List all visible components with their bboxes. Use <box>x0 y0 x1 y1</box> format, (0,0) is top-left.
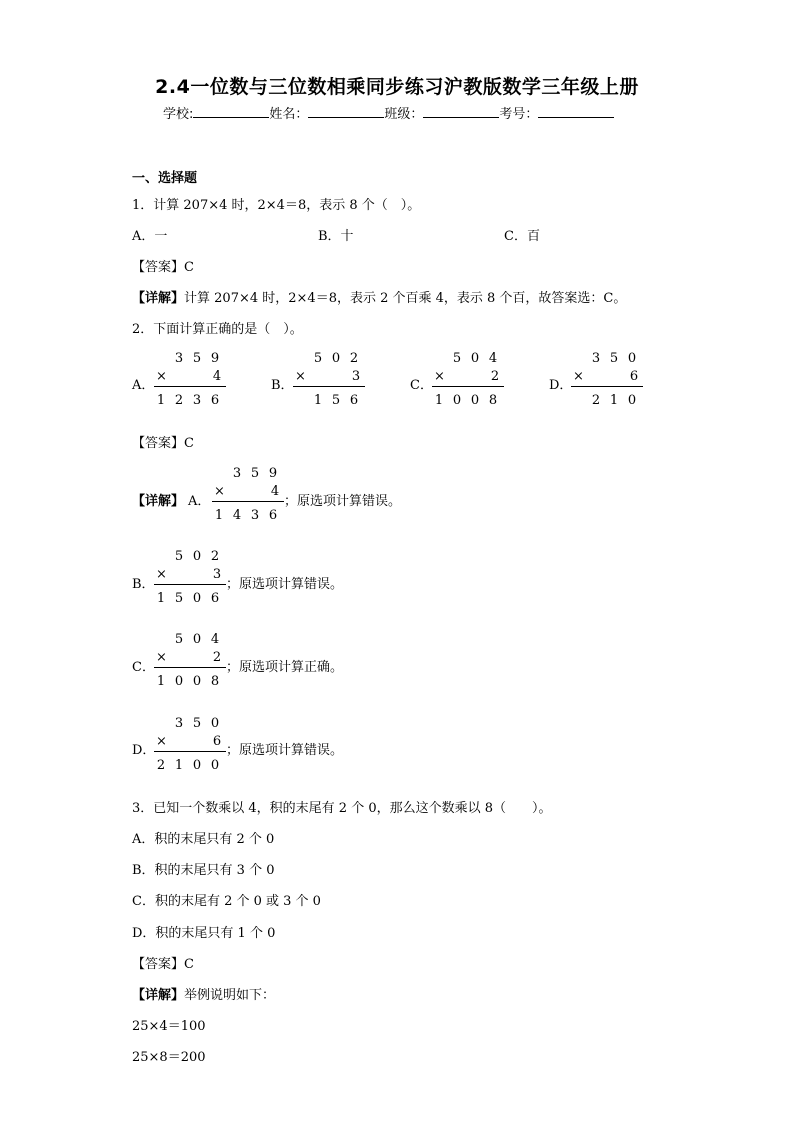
digit: 0 <box>470 351 480 366</box>
detail-a-comment: ；原选项计算错误。 <box>284 494 402 509</box>
digit: 3 <box>192 393 202 408</box>
question-1-option-a: A．一 <box>132 229 168 244</box>
question-3-detail <box>132 984 275 1003</box>
question-2-option-a-label: A． <box>132 378 155 393</box>
exam-number-label: 考号： <box>499 107 539 122</box>
digit: 0 <box>210 716 220 731</box>
digit: 2 <box>490 369 500 384</box>
times-sign: × <box>573 369 584 384</box>
multiplication-line <box>154 667 226 668</box>
detail-d-label: D． <box>132 743 156 758</box>
detail-b-multiplication <box>154 549 226 609</box>
digit: 3 <box>232 466 242 481</box>
question-2-option-d-label: D． <box>549 378 573 393</box>
question-3-option-d: D．积的末尾只有 1 个 0 <box>132 926 276 941</box>
digit: 1 <box>313 393 323 408</box>
digit: 1 <box>609 393 619 408</box>
multiplication-line <box>154 751 226 752</box>
digit: 9 <box>210 351 220 366</box>
digit: 6 <box>268 508 278 523</box>
digit: 2 <box>212 650 222 665</box>
times-sign: × <box>295 369 306 384</box>
question-1-option-b: B．十 <box>318 229 354 244</box>
digit: 1 <box>174 758 184 773</box>
detail-text: 举例说明如下： <box>184 988 276 1003</box>
digit: 5 <box>609 351 619 366</box>
digit: 2 <box>156 758 166 773</box>
digit: 3 <box>591 351 601 366</box>
digit: 4 <box>270 484 280 499</box>
name-label: 姓名： <box>269 107 309 122</box>
question-1-text: 1．计算 207×4 时，2×4＝8，表示 8 个（ ）。 <box>132 198 421 213</box>
digit: 0 <box>192 674 202 689</box>
multiplication-line <box>432 386 504 387</box>
digit: 0 <box>210 758 220 773</box>
times-sign: × <box>434 369 445 384</box>
multiplication-line <box>571 386 643 387</box>
question-2-option-c-multiplication <box>432 351 504 411</box>
detail-a-multiplication <box>212 466 284 526</box>
question-2-answer: 【答案】C <box>132 436 194 451</box>
digit: 0 <box>192 591 202 606</box>
multiplication-line <box>154 386 226 387</box>
detail-c-label: C． <box>132 660 155 675</box>
question-2-option-a-multiplication <box>154 351 226 411</box>
times-sign: × <box>156 567 167 582</box>
digit: 5 <box>313 351 323 366</box>
digit: 3 <box>174 716 184 731</box>
digit: 6 <box>210 393 220 408</box>
name-blank <box>308 105 384 118</box>
question-3-text: 3．已知一个数乘以 4，积的末尾有 2 个 0，那么这个数乘以 8（ ）。 <box>132 801 552 816</box>
digit: 4 <box>232 508 242 523</box>
digit: 0 <box>192 758 202 773</box>
digit: 2 <box>349 351 359 366</box>
school-blank <box>193 105 269 118</box>
digit: 5 <box>250 466 260 481</box>
multiplication-line <box>154 584 226 585</box>
digit: 0 <box>627 393 637 408</box>
digit: 5 <box>331 393 341 408</box>
digit: 0 <box>627 351 637 366</box>
question-2-option-b-label: B． <box>271 378 294 393</box>
digit: 2 <box>174 393 184 408</box>
digit: 3 <box>351 369 361 384</box>
digit: 1 <box>156 393 166 408</box>
question-3-option-b: B．积的末尾只有 3 个 0 <box>132 863 275 878</box>
detail-c-comment: ；原选项计算正确。 <box>226 660 344 675</box>
question-1-answer: 【答案】C <box>132 260 194 275</box>
digit: 8 <box>210 674 220 689</box>
digit: 6 <box>629 369 639 384</box>
class-blank <box>423 105 499 118</box>
times-sign: × <box>156 734 167 749</box>
question-2-option-b-multiplication <box>293 351 365 411</box>
digit: 0 <box>192 549 202 564</box>
digit: 6 <box>349 393 359 408</box>
detail-a-label: A． <box>188 494 211 509</box>
detail-label: 【详解】 <box>132 494 185 509</box>
question-1-detail <box>132 287 626 306</box>
digit: 5 <box>174 591 184 606</box>
digit: 6 <box>212 734 222 749</box>
question-2-option-d-multiplication <box>571 351 643 411</box>
exam-number-blank <box>538 105 614 118</box>
digit: 1 <box>214 508 224 523</box>
question-2-text: 2．下面计算正确的是（ ）。 <box>132 322 303 337</box>
digit: 1 <box>156 591 166 606</box>
digit: 4 <box>210 632 220 647</box>
digit: 1 <box>156 674 166 689</box>
digit: 5 <box>174 632 184 647</box>
digit: 5 <box>452 351 462 366</box>
question-3-option-c: C．积的末尾有 2 个 0 或 3 个 0 <box>132 894 321 909</box>
question-3-answer: 【答案】C <box>132 957 194 972</box>
digit: 0 <box>174 674 184 689</box>
digit: 1 <box>434 393 444 408</box>
question-3-option-a: A．积的末尾只有 2 个 0 <box>132 832 275 847</box>
digit: 2 <box>210 549 220 564</box>
digit: 4 <box>488 351 498 366</box>
digit: 0 <box>192 632 202 647</box>
digit: 6 <box>210 591 220 606</box>
example-line: 25×4＝100 <box>132 1019 206 1034</box>
digit: 5 <box>192 716 202 731</box>
times-sign: × <box>156 650 167 665</box>
multiplication-line <box>212 501 284 502</box>
page-title: 2.4一位数与三位数相乘同步练习沪教版数学三年级上册 <box>155 76 639 98</box>
question-1-option-c: C．百 <box>504 229 540 244</box>
times-sign: × <box>156 369 167 384</box>
digit: 4 <box>212 369 222 384</box>
digit: 2 <box>591 393 601 408</box>
section-heading: 一、选择题 <box>132 171 198 186</box>
detail-c-multiplication <box>154 632 226 692</box>
digit: 5 <box>174 549 184 564</box>
digit: 3 <box>212 567 222 582</box>
digit: 8 <box>488 393 498 408</box>
class-label: 班级： <box>384 107 424 122</box>
detail-d-comment: ；原选项计算错误。 <box>226 743 344 758</box>
question-2-option-c-label: C． <box>410 378 433 393</box>
digit: 3 <box>250 508 260 523</box>
example-line: 25×8＝200 <box>132 1050 206 1065</box>
school-label: 学校: <box>163 107 194 122</box>
digit: 3 <box>174 351 184 366</box>
multiplication-line <box>293 386 365 387</box>
student-info-line <box>163 103 614 122</box>
detail-text: 计算 207×4 时，2×4＝8，表示 2 个百乘 4，表示 8 个百，故答案选：C。 <box>184 291 627 306</box>
times-sign: × <box>214 484 225 499</box>
detail-d-multiplication <box>154 716 226 776</box>
digit: 9 <box>268 466 278 481</box>
detail-label: 【详解】 <box>132 988 185 1003</box>
digit: 0 <box>331 351 341 366</box>
digit: 0 <box>470 393 480 408</box>
digit: 5 <box>192 351 202 366</box>
detail-b-comment: ；原选项计算错误。 <box>226 577 344 592</box>
digit: 0 <box>452 393 462 408</box>
detail-b-label: B． <box>132 577 155 592</box>
detail-label: 【详解】 <box>132 291 185 306</box>
